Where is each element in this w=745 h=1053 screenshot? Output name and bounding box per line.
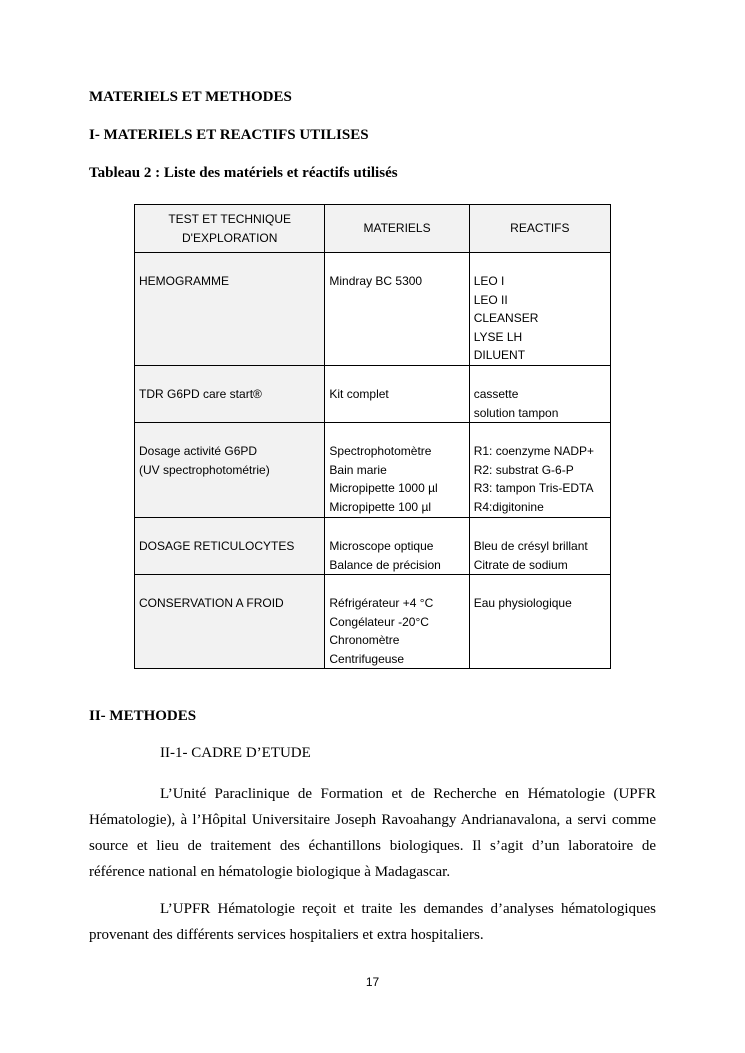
- heading-section-1: I- MATERIELS ET REACTIFS UTILISES: [89, 127, 369, 143]
- table-caption: Tableau 2 : Liste des matériels et réactifs utilisés: [89, 165, 398, 181]
- cell-reactifs: [469, 423, 610, 518]
- cell-reactifs: [469, 366, 610, 423]
- cell-test: [135, 575, 325, 669]
- cell-line: Congélateur -20°C: [329, 614, 429, 629]
- cell-line: Eau physiologique: [473, 596, 572, 610]
- heading-main: MATERIELS ET METHODES: [89, 89, 292, 105]
- header-test-cell: [135, 205, 325, 253]
- cell-line: R3: tampon Tris-EDTA: [473, 481, 594, 495]
- cell-line: R1: coenzyme NADP+: [473, 444, 595, 458]
- paragraph-2: [89, 896, 656, 948]
- cell-line: Microscope optique: [329, 539, 434, 553]
- heading-section-2: II- METHODES: [89, 708, 197, 724]
- cell-line: Centrifugeuse: [329, 651, 405, 666]
- cell-line: LEO II: [473, 292, 508, 307]
- table-row: [135, 423, 611, 518]
- cell-line: Chronomètre: [329, 633, 400, 647]
- cell-line: DOSAGE RETICULOCYTES: [139, 539, 295, 553]
- header-reactifs: REACTIFS: [469, 205, 610, 253]
- table-row: [135, 518, 611, 575]
- cell-line: Dosage activité G6PD: [139, 444, 258, 458]
- materials-table: [134, 204, 611, 669]
- header-test-line1: TEST ET TECHNIQUE: [168, 212, 292, 226]
- cell-line: cassette: [473, 387, 519, 401]
- cell-line: CLEANSER: [473, 311, 539, 325]
- cell-line: R4:digitonine: [473, 499, 544, 514]
- cell-line: CONSERVATION A FROID: [139, 596, 284, 610]
- cell-test: [135, 366, 325, 423]
- cell-materiels: [325, 366, 469, 423]
- paragraph-2-text: L’UPFR Hématologie reçoit et traite les demandes d’analyses hématologiques provenant des différents services hospitaliers et extra hospitaliers.: [89, 901, 656, 943]
- table-row: [135, 253, 611, 366]
- cell-line: LYSE LH: [473, 329, 523, 344]
- cell-line: LEO I: [473, 274, 505, 288]
- cell-line: Bain marie: [329, 462, 387, 477]
- paragraph-1-text: L’Unité Paraclinique de Formation et de Recherche en Hématologie (UPFR Hématologie), à l’Hôpital Universitaire Joseph Ravoahangy Andrianavalona, a servi comme source et lieu de traitement des échantillons biologiques. Il s’agit d’un laboratoire de référence national en hématologie biologique à Madagascar.: [89, 786, 656, 880]
- cell-line: R2: substrat G-6-P: [473, 462, 574, 477]
- cell-test: [135, 253, 325, 366]
- cell-line: Kit complet: [329, 387, 389, 401]
- cell-line: Micropipette 100 µl: [329, 499, 432, 514]
- cell-line: Citrate de sodium: [473, 557, 568, 572]
- cell-reactifs: [469, 575, 610, 669]
- page-number: 17: [365, 975, 380, 989]
- table-row: [135, 366, 611, 423]
- cell-line: Mindray BC 5300: [329, 274, 423, 288]
- cell-line: HEMOGRAMME: [139, 274, 229, 288]
- cell-test: [135, 423, 325, 518]
- cell-materiels: [325, 575, 469, 669]
- cell-test: [135, 518, 325, 575]
- table-header-row: [135, 205, 611, 253]
- cell-line: Micropipette 1000 µl: [329, 481, 438, 495]
- paragraph-1: [89, 781, 656, 885]
- cell-line: Balance de précision: [329, 557, 441, 572]
- cell-line: Réfrigérateur +4 °C: [329, 596, 434, 610]
- cell-line: solution tampon: [473, 405, 559, 420]
- heading-subsection: II-1- CADRE D’ETUDE: [160, 745, 311, 761]
- cell-materiels: [325, 518, 469, 575]
- cell-line: (UV spectrophotométrie): [139, 462, 270, 477]
- cell-reactifs: [469, 518, 610, 575]
- cell-materiels: [325, 253, 469, 366]
- cell-materiels: [325, 423, 469, 518]
- cell-reactifs: [469, 253, 610, 366]
- cell-line: Spectrophotomètre: [329, 444, 432, 458]
- cell-line: TDR G6PD care start®: [139, 387, 262, 401]
- header-materiels: MATERIELS: [325, 205, 469, 253]
- table-row: [135, 575, 611, 669]
- header-test-line2: D'EXPLORATION: [181, 230, 278, 245]
- cell-line: DILUENT: [473, 348, 526, 362]
- cell-line: Bleu de crésyl brillant: [473, 539, 588, 553]
